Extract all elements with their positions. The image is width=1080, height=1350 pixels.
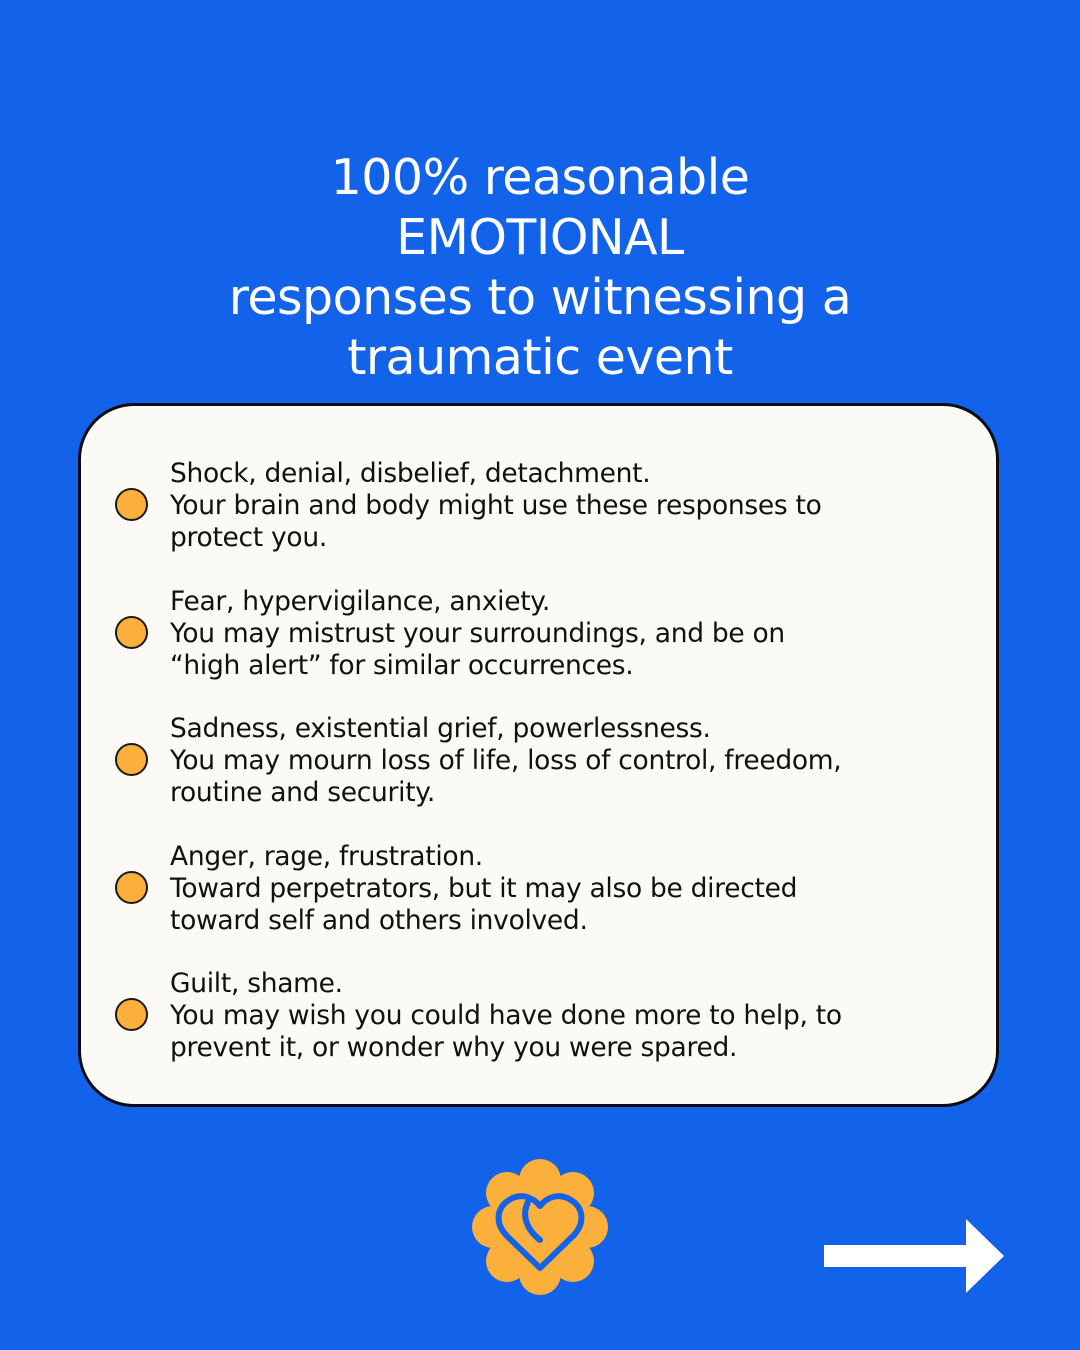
item-heading: Sadness, existential grief, powerlessness. <box>170 713 711 744</box>
page-title <box>0 148 1080 388</box>
item-heading: Guilt, shame. <box>170 968 343 999</box>
item-description-line-1: You may mourn loss of life, loss of control, freedom, <box>170 745 842 776</box>
list-item-text <box>170 586 980 682</box>
logo-badge-shape <box>472 1159 608 1295</box>
bullet-dot <box>115 616 148 649</box>
item-heading: Shock, denial, disbelief, detachment. <box>170 458 651 489</box>
title-line-2: EMOTIONAL <box>396 209 684 266</box>
item-description-line-2: prevent it, or wonder why you were spared. <box>170 1032 738 1063</box>
item-heading: Fear, hypervigilance, anxiety. <box>170 586 551 617</box>
item-description-line-2: routine and security. <box>170 777 436 808</box>
list-item-text <box>170 968 980 1064</box>
bullet-dot <box>115 743 148 776</box>
item-heading: Anger, rage, frustration. <box>170 841 483 872</box>
title-line-1: 100% reasonable <box>330 149 750 206</box>
title-line-3: responses to witnessing a <box>228 269 852 326</box>
responses-card <box>78 403 999 1107</box>
bullet-dot <box>115 488 148 521</box>
list-item-text <box>170 458 980 554</box>
bullet-dot <box>115 871 148 904</box>
heart-badge-logo <box>465 1158 615 1296</box>
list-item-text <box>170 841 980 937</box>
item-description-line-1: You may mistrust your surroundings, and be on <box>170 618 785 649</box>
bullet-dot <box>115 998 148 1031</box>
item-description-line-1: Toward perpetrators, but it may also be directed <box>170 873 798 904</box>
right-arrow-icon <box>824 1219 1004 1293</box>
title-line-4: traumatic event <box>347 329 733 386</box>
next-arrow-button[interactable] <box>820 1215 1006 1297</box>
item-description-line-1: Your brain and body might use these responses to <box>170 490 822 521</box>
item-description-line-1: You may wish you could have done more to help, to <box>170 1000 842 1031</box>
list-item-text <box>170 713 980 809</box>
item-description-line-2: toward self and others involved. <box>170 905 588 936</box>
item-description-line-2: “high alert” for similar occurrences. <box>170 650 634 681</box>
item-description-line-2: protect you. <box>170 522 327 553</box>
